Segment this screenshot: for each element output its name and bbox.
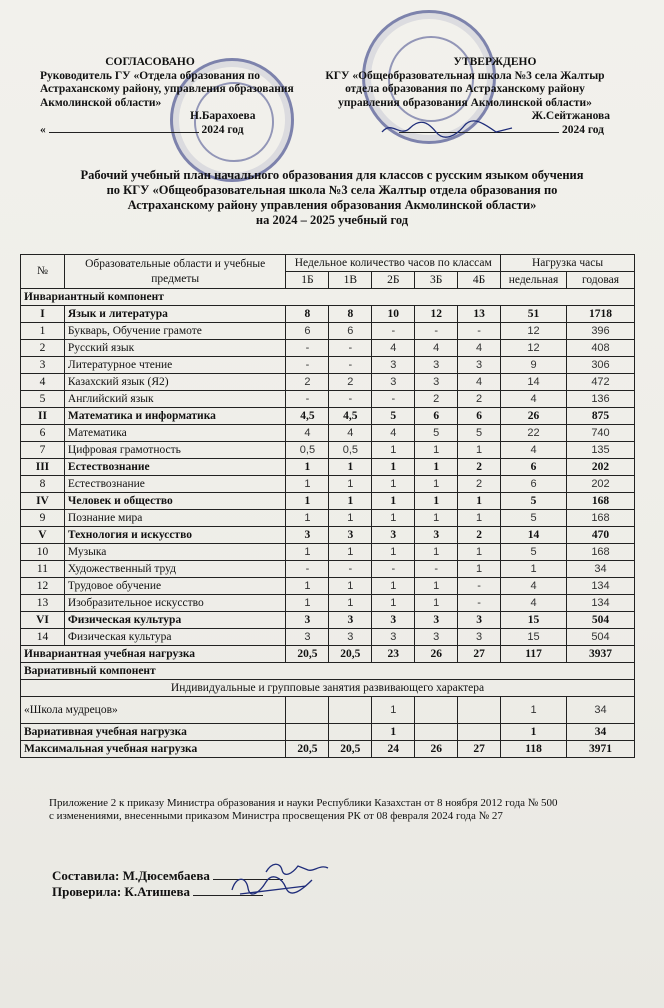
hours-cell: 3 <box>458 612 501 629</box>
weekly-load-cell: 12 <box>501 323 567 340</box>
hours-cell: 4 <box>329 425 372 442</box>
hours-cell: 3 <box>286 527 329 544</box>
table-row <box>21 340 635 357</box>
subject-name: Познание мира <box>64 510 286 527</box>
hours-cell: 1 <box>415 595 458 612</box>
hours-cell: 4 <box>415 340 458 357</box>
hours-cell: 1 <box>329 544 372 561</box>
yearly-load-cell: 34 <box>567 697 635 724</box>
row-number: III <box>21 459 65 476</box>
hours-cell: - <box>415 323 458 340</box>
hours-cell: 23 <box>372 646 415 663</box>
hours-cell: 1 <box>415 459 458 476</box>
hours-cell: - <box>458 578 501 595</box>
hours-cell: - <box>286 357 329 374</box>
hours-cell <box>329 724 372 741</box>
hours-cell: 0,5 <box>286 442 329 459</box>
weekly-load-cell: 26 <box>501 408 567 425</box>
yearly-load-cell: 134 <box>567 578 635 595</box>
load-weekly-header: недельная <box>501 272 567 289</box>
hours-cell <box>458 697 501 724</box>
approval-left-title: СОГЛАСОВАНО <box>105 56 195 68</box>
yearly-load-cell: 34 <box>567 724 635 741</box>
hours-cell: 3 <box>372 527 415 544</box>
hours-cell: 5 <box>458 425 501 442</box>
yearly-load-cell: 3937 <box>567 646 635 663</box>
area-name: Физическая культура <box>64 612 286 629</box>
hours-cell: - <box>458 323 501 340</box>
hours-cell: 5 <box>372 408 415 425</box>
table-row <box>21 612 635 629</box>
hours-cell: 2 <box>286 374 329 391</box>
hours-cell: 1 <box>286 578 329 595</box>
row-number: 4 <box>21 374 65 391</box>
approval-right-title: УТВЕРЖДЕНО <box>453 56 537 68</box>
subject-name: Художественный труд <box>64 561 286 578</box>
hours-cell: 3 <box>286 612 329 629</box>
hours-cell: - <box>329 357 372 374</box>
yearly-load-cell: 135 <box>567 442 635 459</box>
table-row <box>21 595 635 612</box>
row-number: 5 <box>21 391 65 408</box>
weekly-load-cell: 1 <box>501 561 567 578</box>
subject-name: Английский язык <box>64 391 286 408</box>
hours-cell: 1 <box>372 544 415 561</box>
weekly-load-cell: 14 <box>501 374 567 391</box>
table-row <box>21 459 635 476</box>
hours-cell: 3 <box>372 357 415 374</box>
approval-left-date: 2024 год <box>201 123 244 136</box>
class-header: 4Б <box>458 272 501 289</box>
hours-cell: 1 <box>458 544 501 561</box>
hours-cell: 20,5 <box>286 646 329 663</box>
weekly-load-cell: 4 <box>501 442 567 459</box>
yearly-load-cell: 740 <box>567 425 635 442</box>
hours-cell: 3 <box>372 629 415 646</box>
row-number: 6 <box>21 425 65 442</box>
hours-cell: 1 <box>329 578 372 595</box>
hours-cell: 1 <box>415 544 458 561</box>
hours-cell: 20,5 <box>329 741 372 758</box>
hours-cell: - <box>286 561 329 578</box>
hours-cell: 3 <box>329 612 372 629</box>
row-number: 10 <box>21 544 65 561</box>
title-line-1: Рабочий учебный план начального образования для классов с русским языком обучения <box>80 168 584 182</box>
hours-cell: 4 <box>372 340 415 357</box>
table-row <box>21 493 635 510</box>
class-header: 1Б <box>286 272 329 289</box>
hours-cell: 1 <box>415 510 458 527</box>
variative-component-header: Вариативный компонент <box>21 663 635 680</box>
hours-cell: 6 <box>415 408 458 425</box>
composed-name: М.Дюсембаева <box>122 868 210 883</box>
weekly-load-cell: 1 <box>501 697 567 724</box>
row-number: 1 <box>21 323 65 340</box>
hours-cell <box>286 697 329 724</box>
table-row <box>21 646 635 663</box>
approval-right-signatory: Ж.Сейтжанова <box>531 110 610 122</box>
hours-cell: 0,5 <box>329 442 372 459</box>
table-row <box>21 680 635 697</box>
subject-name: Изобразительное искусство <box>64 595 286 612</box>
title-line-4: на 2024 – 2025 учебный год <box>255 213 409 227</box>
yearly-load-cell: 408 <box>567 340 635 357</box>
hours-cell: 1 <box>372 442 415 459</box>
hours-cell: 4 <box>458 340 501 357</box>
hours-cell: 2 <box>458 527 501 544</box>
area-name: Язык и литература <box>64 306 286 323</box>
hours-cell: 1 <box>286 544 329 561</box>
approval-right-line2: отдела образования по Астраханскому району <box>345 83 585 95</box>
hours-cell: - <box>329 561 372 578</box>
hours-cell: 1 <box>458 561 501 578</box>
col-number-header: № <box>21 255 65 289</box>
hours-cell: 12 <box>415 306 458 323</box>
approval-left-block <box>40 56 330 137</box>
table-row <box>21 697 635 724</box>
yearly-load-cell: 136 <box>567 391 635 408</box>
weekly-load-cell: 14 <box>501 527 567 544</box>
area-name: Математика и информатика <box>64 408 286 425</box>
hours-cell: 4 <box>372 425 415 442</box>
individual-lessons-header: Индивидуальные и групповые занятия развивающего характера <box>21 680 635 697</box>
yearly-load-cell: 168 <box>567 510 635 527</box>
table-row <box>21 544 635 561</box>
table-row <box>21 724 635 741</box>
hours-cell: 27 <box>458 646 501 663</box>
yearly-load-cell: 875 <box>567 408 635 425</box>
hours-cell: 2 <box>458 476 501 493</box>
hours-cell: 6 <box>329 323 372 340</box>
subject-name: Музыка <box>64 544 286 561</box>
row-number: 9 <box>21 510 65 527</box>
hours-cell: 8 <box>329 306 372 323</box>
approval-right-signature <box>378 118 518 140</box>
hours-cell: 3 <box>458 357 501 374</box>
weekly-load-cell: 1 <box>501 724 567 741</box>
hours-cell: 1 <box>329 510 372 527</box>
hours-cell: 2 <box>329 374 372 391</box>
hours-cell: - <box>415 561 458 578</box>
checked-label: Проверила: <box>52 884 122 899</box>
hours-cell <box>458 724 501 741</box>
row-number: V <box>21 527 65 544</box>
hours-cell: 3 <box>415 374 458 391</box>
school-row-label: «Школа мудрецов» <box>21 697 286 724</box>
hours-cell: 1 <box>415 476 458 493</box>
table-row <box>21 374 635 391</box>
yearly-load-cell: 1718 <box>567 306 635 323</box>
hours-cell: 1 <box>372 510 415 527</box>
weekly-load-cell: 12 <box>501 340 567 357</box>
hours-cell: 1 <box>372 578 415 595</box>
hours-cell: 1 <box>415 442 458 459</box>
area-name: Естествознание <box>64 459 286 476</box>
col-load-header: Нагрузка часы <box>501 255 635 272</box>
hours-cell: 20,5 <box>329 646 372 663</box>
table-row <box>21 408 635 425</box>
row-number: I <box>21 306 65 323</box>
subject-name: Естествознание <box>64 476 286 493</box>
approval-left-line1: Руководитель ГУ «Отдела образования по <box>40 69 261 82</box>
subject-name: Букварь, Обучение грамоте <box>64 323 286 340</box>
hours-cell: 1 <box>329 459 372 476</box>
hours-cell: 1 <box>286 510 329 527</box>
hours-cell: - <box>329 340 372 357</box>
curriculum-table <box>20 254 635 758</box>
hours-cell: 4,5 <box>329 408 372 425</box>
hours-cell: 1 <box>329 476 372 493</box>
yearly-load-cell: 504 <box>567 612 635 629</box>
weekly-load-cell: 4 <box>501 391 567 408</box>
weekly-load-cell: 5 <box>501 544 567 561</box>
table-row <box>21 442 635 459</box>
row-number: 14 <box>21 629 65 646</box>
yearly-load-cell: 306 <box>567 357 635 374</box>
class-header: 1В <box>329 272 372 289</box>
hours-cell: 1 <box>372 724 415 741</box>
approval-left-signatory: Н.Барахоева <box>190 110 256 122</box>
weekly-load-cell: 15 <box>501 612 567 629</box>
footnote-line-1: Приложение 2 к приказу Министра образования и науки Республики Казахстан от 8 ноября 2012 года № 500 <box>49 797 558 809</box>
hours-cell: 20,5 <box>286 741 329 758</box>
hours-cell: 27 <box>458 741 501 758</box>
hours-cell: 3 <box>329 629 372 646</box>
hours-cell: 1 <box>458 493 501 510</box>
area-name: Человек и общество <box>64 493 286 510</box>
approval-right-line3: управления образования Акмолинской области» <box>338 96 592 109</box>
variative-total-label: Вариативная учебная нагрузка <box>21 724 286 741</box>
weekly-load-cell: 22 <box>501 425 567 442</box>
table-row <box>21 741 635 758</box>
hours-cell: 4 <box>458 374 501 391</box>
hours-cell: - <box>372 391 415 408</box>
table-row <box>21 510 635 527</box>
yearly-load-cell: 3971 <box>567 741 635 758</box>
col-weekly-header: Недельное количество часов по классам <box>286 255 501 272</box>
table-row <box>21 561 635 578</box>
approval-left-line3: Акмолинской области» <box>40 96 162 109</box>
plan-title <box>30 168 634 228</box>
hours-cell: - <box>286 391 329 408</box>
table-row <box>21 527 635 544</box>
table-row <box>21 476 635 493</box>
weekly-load-cell: 9 <box>501 357 567 374</box>
hours-cell <box>415 724 458 741</box>
hours-cell: 5 <box>415 425 458 442</box>
yearly-load-cell: 504 <box>567 629 635 646</box>
yearly-load-cell: 168 <box>567 544 635 561</box>
hours-cell: 1 <box>372 493 415 510</box>
hours-cell: 3 <box>372 374 415 391</box>
hours-cell: 1 <box>415 578 458 595</box>
row-number: 12 <box>21 578 65 595</box>
table-row <box>21 578 635 595</box>
hours-cell: 24 <box>372 741 415 758</box>
weekly-load-cell: 117 <box>501 646 567 663</box>
table-row <box>21 629 635 646</box>
approval-left-date-prefix: « <box>40 123 46 136</box>
hours-cell: 4 <box>286 425 329 442</box>
yearly-load-cell: 396 <box>567 323 635 340</box>
weekly-load-cell: 6 <box>501 476 567 493</box>
hours-cell <box>286 724 329 741</box>
hours-cell: 3 <box>415 357 458 374</box>
weekly-load-cell: 6 <box>501 459 567 476</box>
approval-left-line2: Астраханскому району, управления образования <box>40 83 294 95</box>
hours-cell: 1 <box>458 442 501 459</box>
yearly-load-cell: 34 <box>567 561 635 578</box>
hours-cell: 1 <box>372 476 415 493</box>
footnote-line-2: с изменениями, внесенными приказом Министра просвещения РК от 08 февраля 2024 года № 27 <box>49 810 503 822</box>
yearly-load-cell: 472 <box>567 374 635 391</box>
checked-name: К.Атишева <box>124 884 190 899</box>
yearly-load-cell: 134 <box>567 595 635 612</box>
row-number: 8 <box>21 476 65 493</box>
hours-cell: 1 <box>329 493 372 510</box>
table-row <box>21 306 635 323</box>
class-header: 3Б <box>415 272 458 289</box>
row-number: IV <box>21 493 65 510</box>
title-line-3: Астраханскому району управления образования Акмолинской области» <box>127 198 537 212</box>
subject-name: Литературное чтение <box>64 357 286 374</box>
hours-cell: 1 <box>415 493 458 510</box>
hours-cell: - <box>329 391 372 408</box>
subject-name: Казахский язык (Я2) <box>64 374 286 391</box>
row-number: 11 <box>21 561 65 578</box>
hours-cell: 26 <box>415 646 458 663</box>
hours-cell: 3 <box>372 612 415 629</box>
row-number: 2 <box>21 340 65 357</box>
hours-cell: 26 <box>415 741 458 758</box>
hours-cell: 1 <box>286 459 329 476</box>
title-line-2: по КГУ «Общеобразовательная школа №3 села Жалтыр отдела образования по <box>106 183 558 197</box>
hours-cell: 8 <box>286 306 329 323</box>
row-number: 7 <box>21 442 65 459</box>
hours-cell: 6 <box>286 323 329 340</box>
hours-cell: 1 <box>286 493 329 510</box>
row-number: 3 <box>21 357 65 374</box>
yearly-load-cell: 202 <box>567 459 635 476</box>
table-row <box>21 357 635 374</box>
hours-cell: 1 <box>372 697 415 724</box>
yearly-load-cell: 470 <box>567 527 635 544</box>
weekly-load-cell: 4 <box>501 595 567 612</box>
approval-right-line1: КГУ «Общеобразовательная школа №3 села Жалтыр <box>325 69 605 82</box>
weekly-load-cell: 4 <box>501 578 567 595</box>
footnote <box>49 797 609 823</box>
weekly-load-cell: 15 <box>501 629 567 646</box>
table-row <box>21 663 635 680</box>
weekly-load-cell: 51 <box>501 306 567 323</box>
yearly-load-cell: 202 <box>567 476 635 493</box>
table-row <box>21 425 635 442</box>
hours-cell: - <box>372 323 415 340</box>
row-number: II <box>21 408 65 425</box>
load-yearly-header: годовая <box>567 272 635 289</box>
col-subject-header: Образовательные области и учебные предметы <box>64 255 286 289</box>
hours-cell: 1 <box>372 595 415 612</box>
hours-cell: 2 <box>458 459 501 476</box>
invariant-total-label: Инвариантная учебная нагрузка <box>21 646 286 663</box>
hours-cell: - <box>286 340 329 357</box>
approval-right-date: 2024 год <box>561 123 604 136</box>
hours-cell <box>415 697 458 724</box>
checker-signature <box>226 872 316 898</box>
subject-name: Физическая культура <box>64 629 286 646</box>
weekly-load-cell: 5 <box>501 493 567 510</box>
area-name: Технология и искусство <box>64 527 286 544</box>
hours-cell: 3 <box>415 527 458 544</box>
hours-cell: 6 <box>458 408 501 425</box>
table-row <box>21 323 635 340</box>
hours-cell: 10 <box>372 306 415 323</box>
hours-cell <box>329 697 372 724</box>
hours-cell: 1 <box>329 595 372 612</box>
hours-cell: 2 <box>415 391 458 408</box>
hours-cell: 4,5 <box>286 408 329 425</box>
row-number: 13 <box>21 595 65 612</box>
invariant-component-header: Инвариантный компонент <box>21 289 635 306</box>
weekly-load-cell: 5 <box>501 510 567 527</box>
hours-cell: 3 <box>415 629 458 646</box>
class-header: 2Б <box>372 272 415 289</box>
subject-name: Трудовое обучение <box>64 578 286 595</box>
hours-cell: 3 <box>286 629 329 646</box>
weekly-load-cell: 118 <box>501 741 567 758</box>
hours-cell: 3 <box>458 629 501 646</box>
hours-cell: 1 <box>286 476 329 493</box>
yearly-load-cell: 168 <box>567 493 635 510</box>
hours-cell: - <box>458 595 501 612</box>
hours-cell: - <box>372 561 415 578</box>
hours-cell: 13 <box>458 306 501 323</box>
max-total-label: Максимальная учебная нагрузка <box>21 741 286 758</box>
hours-cell: 1 <box>458 510 501 527</box>
hours-cell: 1 <box>372 459 415 476</box>
subject-name: Русский язык <box>64 340 286 357</box>
hours-cell: 2 <box>458 391 501 408</box>
hours-cell: 1 <box>286 595 329 612</box>
row-number: VI <box>21 612 65 629</box>
subject-name: Математика <box>64 425 286 442</box>
hours-cell: 3 <box>329 527 372 544</box>
hours-cell: 3 <box>415 612 458 629</box>
subject-name: Цифровая грамотность <box>64 442 286 459</box>
composed-label: Составила: <box>52 868 120 883</box>
table-row <box>21 391 635 408</box>
